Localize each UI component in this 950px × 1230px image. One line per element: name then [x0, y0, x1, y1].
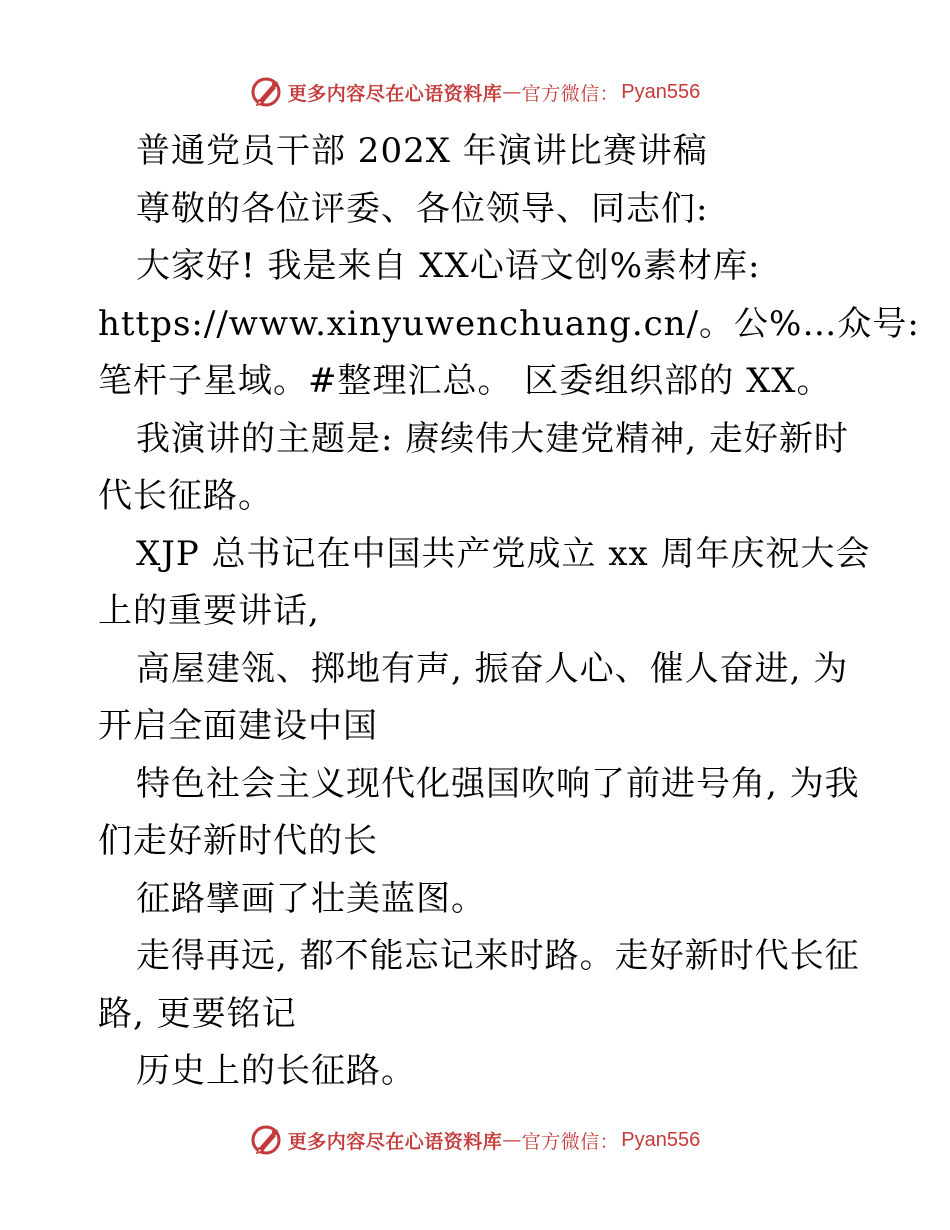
document-body	[98, 123, 920, 1101]
banner-main-text: 更多内容尽在心语资料库	[287, 1130, 503, 1153]
banner-official-label: 官方微信：	[521, 1130, 620, 1153]
text-line: https://www.xinyuwenchuang.cn/。公%…众号:	[98, 303, 920, 344]
banner-dash: —	[502, 1129, 522, 1151]
pen-logo-icon	[250, 75, 284, 109]
pen-logo-icon	[250, 1123, 284, 1157]
banner-official-label: 官方微信：	[521, 82, 620, 105]
text-line: 高屋建瓴、掷地有声, 振奋人心、催人奋进, 为	[136, 648, 849, 689]
text-line: XJP 总书记在中国共产党成立 xx 周年庆祝大会	[136, 533, 871, 574]
text-line: 笔杆子星域。#整理汇总。 区委组织部的 XX。	[98, 361, 832, 401]
banner-main-text: 更多内容尽在心语资料库	[287, 82, 503, 105]
text-line: 代长征路。	[98, 476, 273, 516]
text-line: 路, 更要铭记	[98, 993, 297, 1034]
text-line: 们走好新时代的长	[98, 821, 378, 861]
text-line: 大家好! 我是来自 XX心语文创%素材库:	[136, 246, 761, 286]
banner-wechat-id: Pyan556	[621, 1128, 701, 1151]
banner-dash: —	[502, 81, 522, 103]
header-banner	[0, 72, 950, 112]
text-line: 走得再远, 都不能忘记来时路。走好新时代长征	[136, 936, 860, 976]
footer-banner	[0, 1120, 950, 1160]
banner-wechat-id: Pyan556	[621, 80, 701, 103]
text-line: 特色社会主义现代化强国吹响了前进号角, 为我	[136, 763, 860, 804]
text-line: 我演讲的主题是: 赓续伟大建党精神, 走好新时	[136, 418, 849, 459]
text-line: 征路擘画了壮美蓝图。	[136, 878, 486, 919]
text-line: 普通党员干部 202X 年演讲比赛讲稿	[136, 131, 708, 171]
text-line: 上的重要讲话,	[98, 591, 320, 631]
text-line: 开启全面建设中国	[98, 706, 378, 746]
text-line: 尊敬的各位评委、各位领导、同志们:	[136, 188, 709, 229]
text-line: 历史上的长征路。	[136, 1051, 416, 1091]
